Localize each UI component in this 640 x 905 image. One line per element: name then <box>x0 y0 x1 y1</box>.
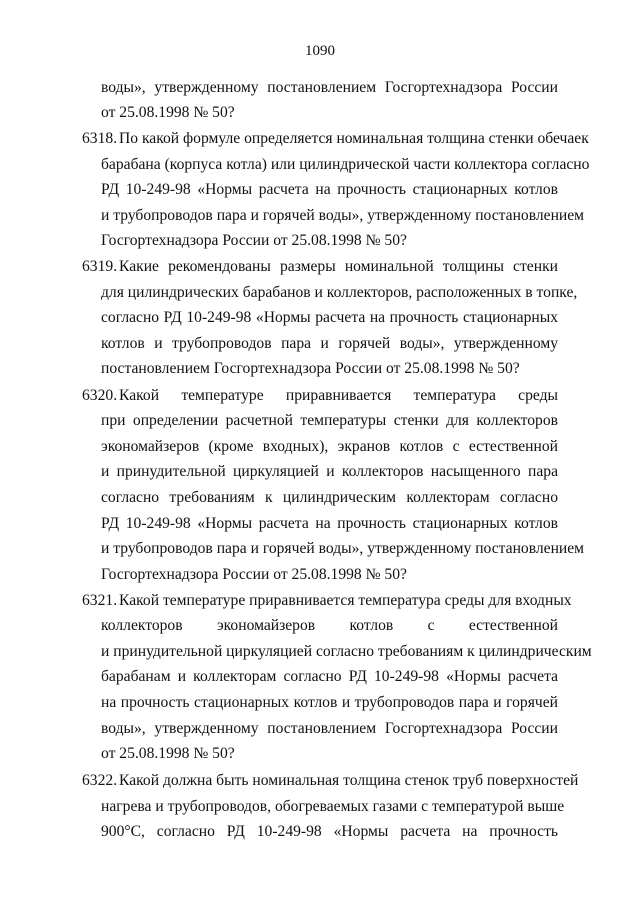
question-number: 6322. <box>82 772 118 789</box>
paragraph-line: воды», утвержденному постановлением Госгортехнадзора России <box>101 720 558 737</box>
question-number: 6318. <box>82 130 118 147</box>
paragraph-line: Какие рекомендованы размеры номинальной толщины стенки <box>119 258 558 275</box>
paragraph-line: Какой должна быть номинальная толщина стенок труб поверхностей <box>119 772 579 789</box>
question-6322-first-line <box>82 772 579 790</box>
paragraph-line: РД 10-249-98 «Нормы расчета на прочность стационарных котлов <box>101 515 558 532</box>
paragraph-line: Какой температуре приравнивается температура среды для входных <box>119 592 572 609</box>
paragraph-line: при определении расчетной температуры стенки для коллекторов <box>101 412 558 429</box>
question-6321-first-line <box>82 592 572 610</box>
question-number: 6319. <box>82 258 118 275</box>
paragraph-line: и принудительной циркуляцией и коллекторов насыщенного пара <box>101 463 558 480</box>
paragraph-line: от 25.08.1998 № 50? <box>101 745 235 762</box>
paragraph-line: экономайзеров (кроме входных), экранов котлов с естественной <box>101 438 558 455</box>
paragraph-line: барабана (корпуса котла) или цилиндрической части коллектора согласно <box>101 156 590 173</box>
paragraph-line: Какой температуре приравнивается температура среды <box>119 387 558 404</box>
paragraph-line: Госгортехнадзора России от 25.08.1998 № 50? <box>101 232 407 249</box>
paragraph-line: для цилиндрических барабанов и коллекторов, расположенных в топке, <box>101 284 578 301</box>
question-6320-first-line <box>82 387 558 405</box>
question-6318-first-line <box>82 130 589 148</box>
paragraph-line: согласно РД 10-249-98 «Нормы расчета на прочность стационарных <box>101 309 558 326</box>
paragraph-line: от 25.08.1998 № 50? <box>101 104 235 121</box>
question-number: 6320. <box>82 387 118 404</box>
paragraph-line: РД 10-249-98 «Нормы расчета на прочность стационарных котлов <box>101 181 558 198</box>
paragraph-line: барабанам и коллекторам согласно РД 10-249-98 «Нормы расчета <box>101 668 558 685</box>
paragraph-line: и трубопроводов пара и горячей воды», утвержденному постановлением <box>101 540 585 557</box>
paragraph-line: коллекторов экономайзеров котлов с естественной <box>101 617 558 634</box>
paragraph-line: и трубопроводов пара и горячей воды», утвержденному постановлением <box>101 207 585 224</box>
paragraph-line: нагрева и трубопроводов, обогреваемых газами с температурой выше <box>101 798 565 815</box>
paragraph-line: на прочность стационарных котлов и трубопроводов пара и горячей <box>101 694 558 711</box>
paragraph-line: котлов и трубопроводов пара и горячей воды», утвержденному <box>101 335 558 352</box>
paragraph-line: По какой формуле определяется номинальная толщина стенки обечаек <box>119 130 589 147</box>
paragraph-line: Госгортехнадзора России от 25.08.1998 № 50? <box>101 566 407 583</box>
paragraph-line: и принудительной циркуляцией согласно требованиям к цилиндрическим <box>101 643 592 660</box>
question-number: 6321. <box>82 592 118 609</box>
paragraph-line: 900°C, согласно РД 10-249-98 «Нормы расчета на прочность <box>101 823 558 840</box>
page-number: 1090 <box>305 43 335 59</box>
paragraph-line: воды», утвержденному постановлением Госгортехнадзора России <box>101 79 558 96</box>
paragraph-line: постановлением Госгортехнадзора России от 25.08.1998 № 50? <box>101 360 520 377</box>
question-6319-first-line <box>82 258 558 276</box>
paragraph-line: согласно требованиям к цилиндрическим коллекторам согласно <box>101 489 558 506</box>
